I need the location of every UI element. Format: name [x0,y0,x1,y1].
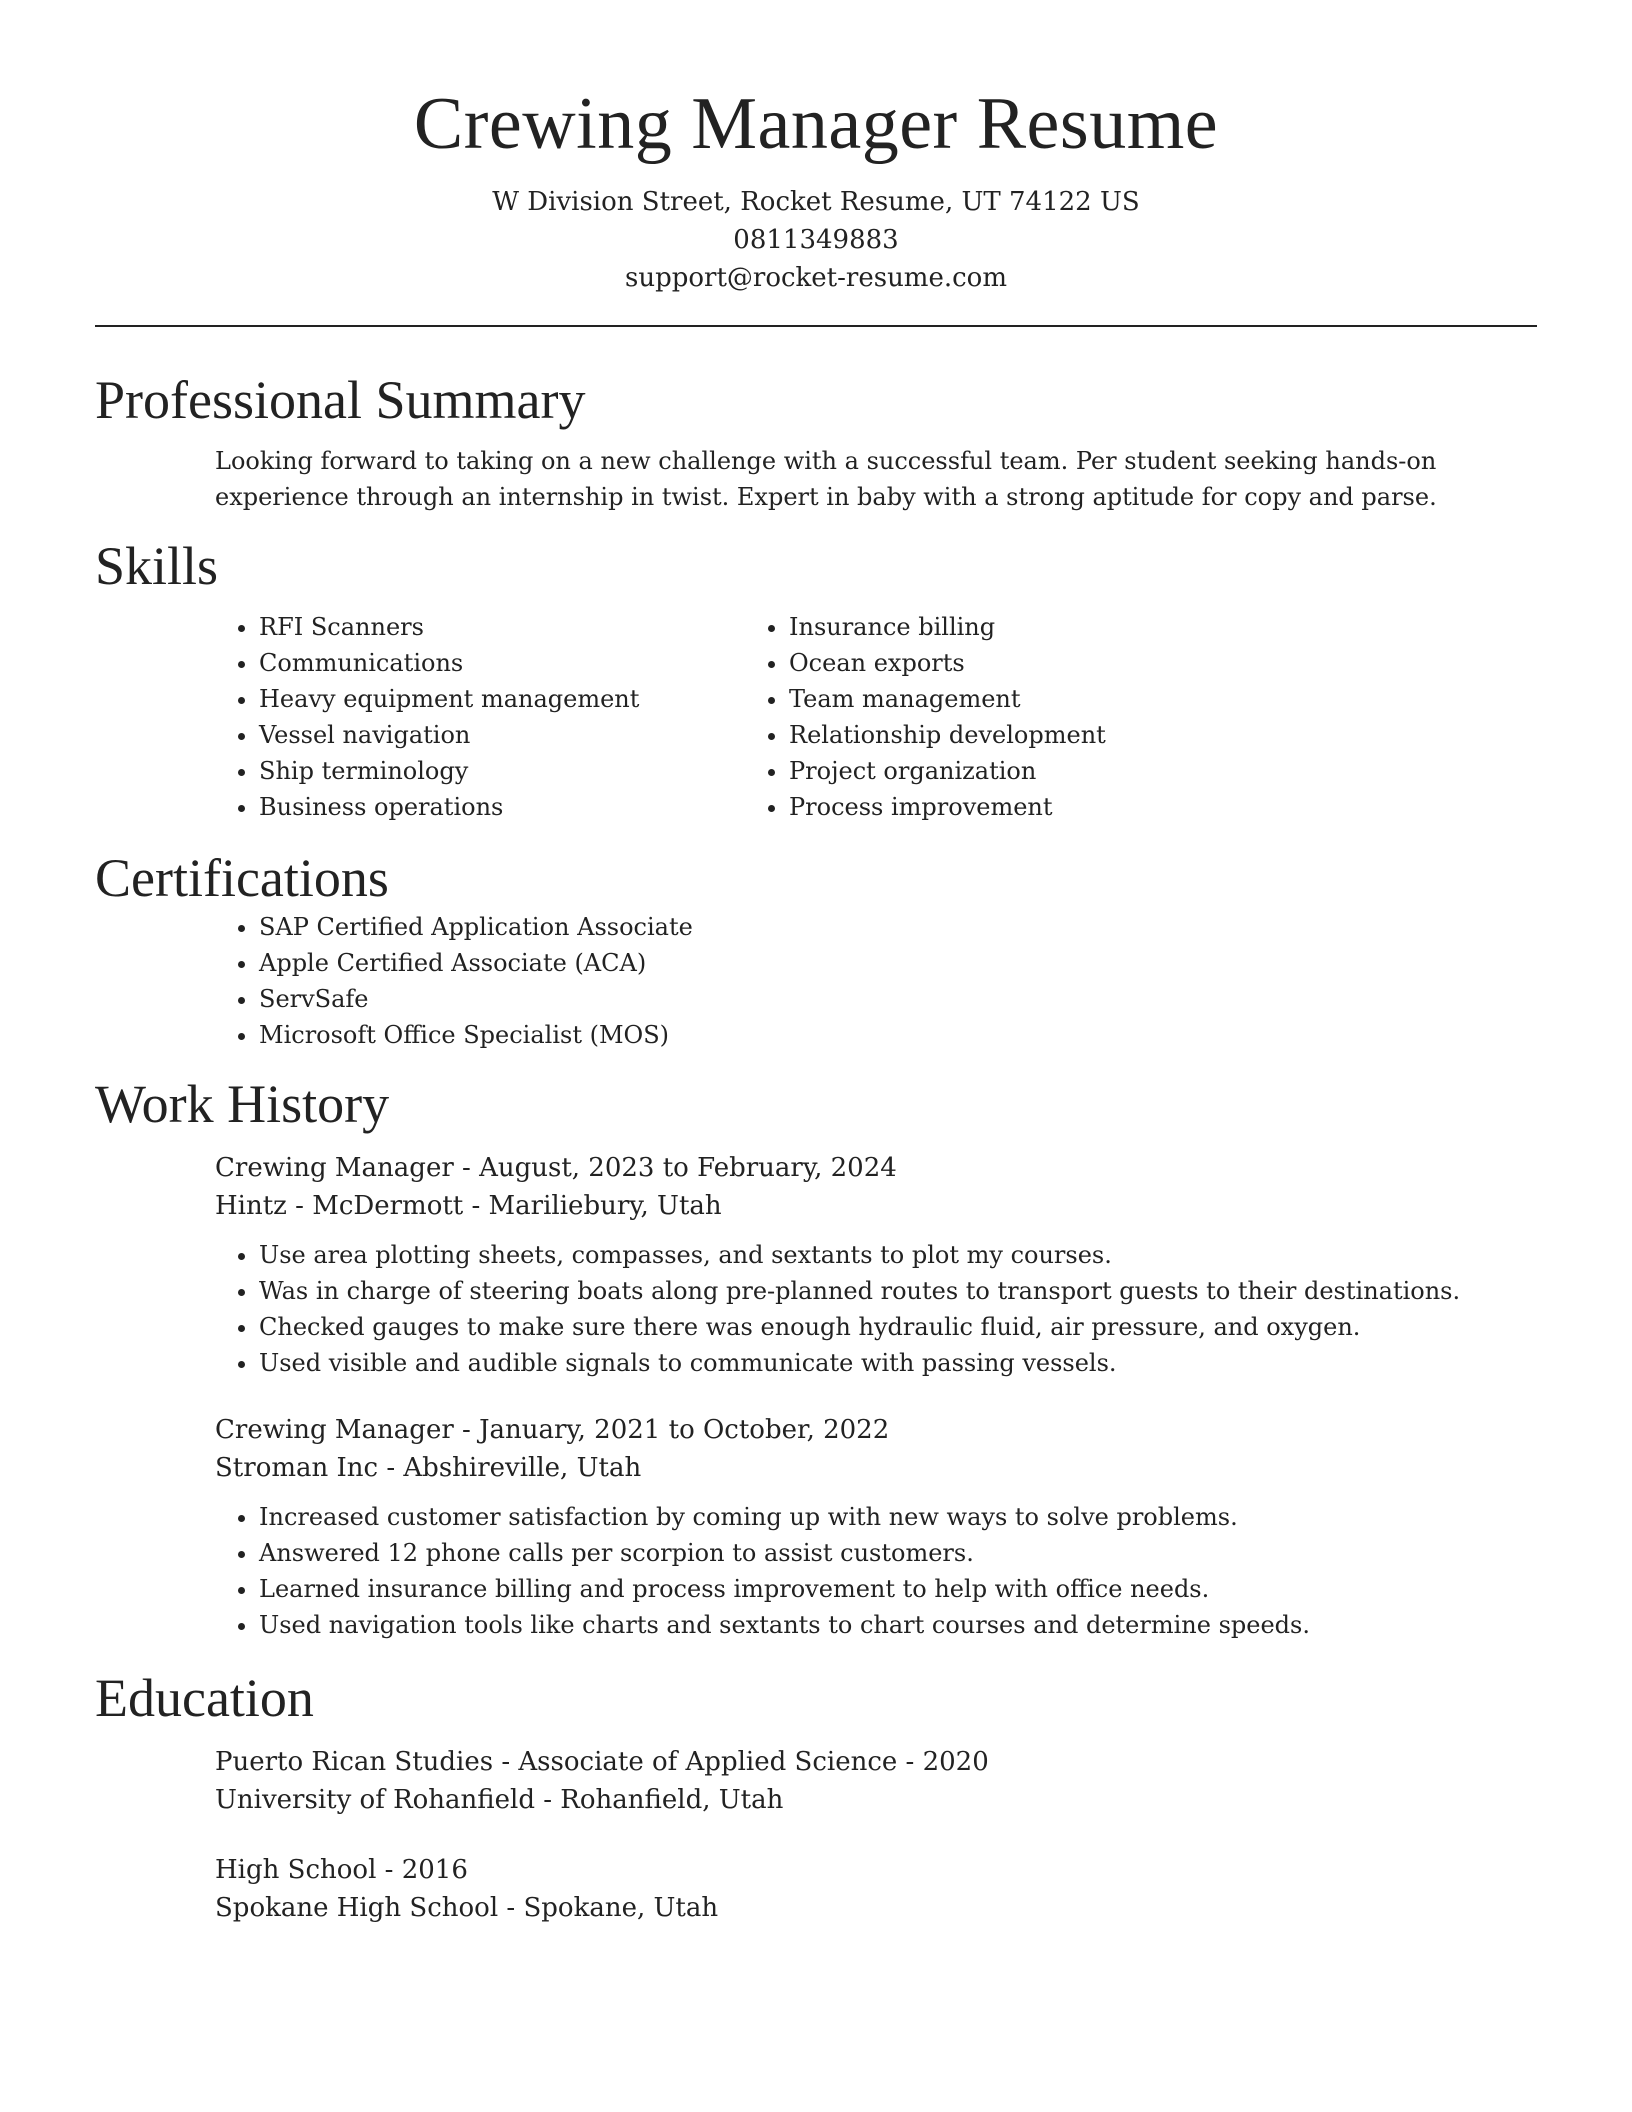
work-history-section [95,1073,1537,1643]
certifications-section [95,847,1537,1053]
certification-item: • SAP Certified Application Associate [259,909,1537,945]
contact-email: support@rocket-resume.com [624,262,1007,293]
skills-list-left [95,609,745,825]
skill-item: • Relationship development [789,717,1395,753]
contact-info [95,183,1537,297]
skills-heading: Skills [95,535,219,596]
skill-item: • Heavy equipment management [259,681,745,717]
job-duty-item: • Was in charge of steering boats along pre-planned routes to transport guests to their destinations. [259,1273,1537,1309]
job-duty-item: • Used visible and audible signals to communicate with passing vessels. [259,1345,1537,1381]
education-school-line: Spokane High School - Spokane, Utah [215,1893,719,1924]
certification-item: • ServSafe [259,981,1537,1017]
summary-text: Looking forward to taking on a new challenge with a successful team. Per student seeking hands-on experience through an internship in twist. Expert in baby with a strong aptitude for copy and parse. [215,446,1437,511]
work-history-heading: Work History [95,1074,390,1135]
job-duty-item: • Learned insurance billing and process improvement to help with office needs. [259,1571,1537,1607]
header-divider [95,325,1537,327]
skill-item: • RFI Scanners [259,609,745,645]
education-heading: Education [95,1668,314,1729]
job-entry [95,1411,1537,1643]
skills-column-left [95,609,745,825]
job-duties-list [95,1499,1537,1643]
certifications-list [95,909,1537,1053]
skill-item: • Ship terminology [259,753,745,789]
job-company-line: Hintz - McDermott - Mariliebury, Utah [215,1191,722,1222]
certification-item: • Apple Certified Associate (ACA) [259,945,1537,981]
job-duty-item: • Used navigation tools like charts and sextants to chart courses and determine speeds. [259,1607,1537,1643]
skill-item: • Process improvement [789,789,1395,825]
skill-item: • Insurance billing [789,609,1395,645]
resume-header [95,80,1537,297]
skill-item: • Vessel navigation [259,717,745,753]
skills-list-right [745,609,1395,825]
job-entry [95,1149,1537,1381]
job-duty-item: • Increased customer satisfaction by coming up with new ways to solve problems. [259,1499,1537,1535]
skill-item: • Ocean exports [789,645,1395,681]
skills-grid [95,609,1537,825]
skill-item: • Team management [789,681,1395,717]
skills-section [95,535,1537,825]
contact-address: W Division Street, Rocket Resume, UT 74122 US [492,186,1140,217]
contact-phone: 0811349883 [733,224,899,255]
job-duty-item: • Answered 12 phone calls per scorpion to assist customers. [259,1535,1537,1571]
job-role-line: Crewing Manager - January, 2021 to October, 2022 [215,1415,890,1446]
job-duties-list [95,1237,1537,1381]
job-company-line: Stroman Inc - Abshireville, Utah [215,1453,642,1484]
job-role-line: Crewing Manager - August, 2023 to February, 2024 [215,1153,897,1184]
certification-item: • Microsoft Office Specialist (MOS) [259,1017,1537,1053]
summary-section [95,369,1537,515]
skill-item: • Business operations [259,789,745,825]
education-school-line: University of Rohanfield - Rohanfield, Utah [215,1785,784,1816]
job-duty-item: • Checked gauges to make sure there was enough hydraulic fluid, air pressure, and oxygen. [259,1309,1537,1345]
education-section [95,1667,1537,1927]
education-degree-line: Puerto Rican Studies - Associate of Applied Science - 2020 [215,1747,989,1778]
skill-item: • Project organization [789,753,1395,789]
education-entry [95,1743,1537,1819]
skill-item: • Communications [259,645,745,681]
job-duty-item: • Use area plotting sheets, compasses, and sextants to plot my courses. [259,1237,1537,1273]
education-entry [95,1851,1537,1927]
skills-column-right [745,609,1395,825]
education-degree-line: High School - 2016 [215,1855,468,1886]
certifications-heading: Certifications [95,847,389,908]
resume-title: Crewing Manager Resume [413,83,1219,165]
summary-heading: Professional Summary [95,369,586,430]
